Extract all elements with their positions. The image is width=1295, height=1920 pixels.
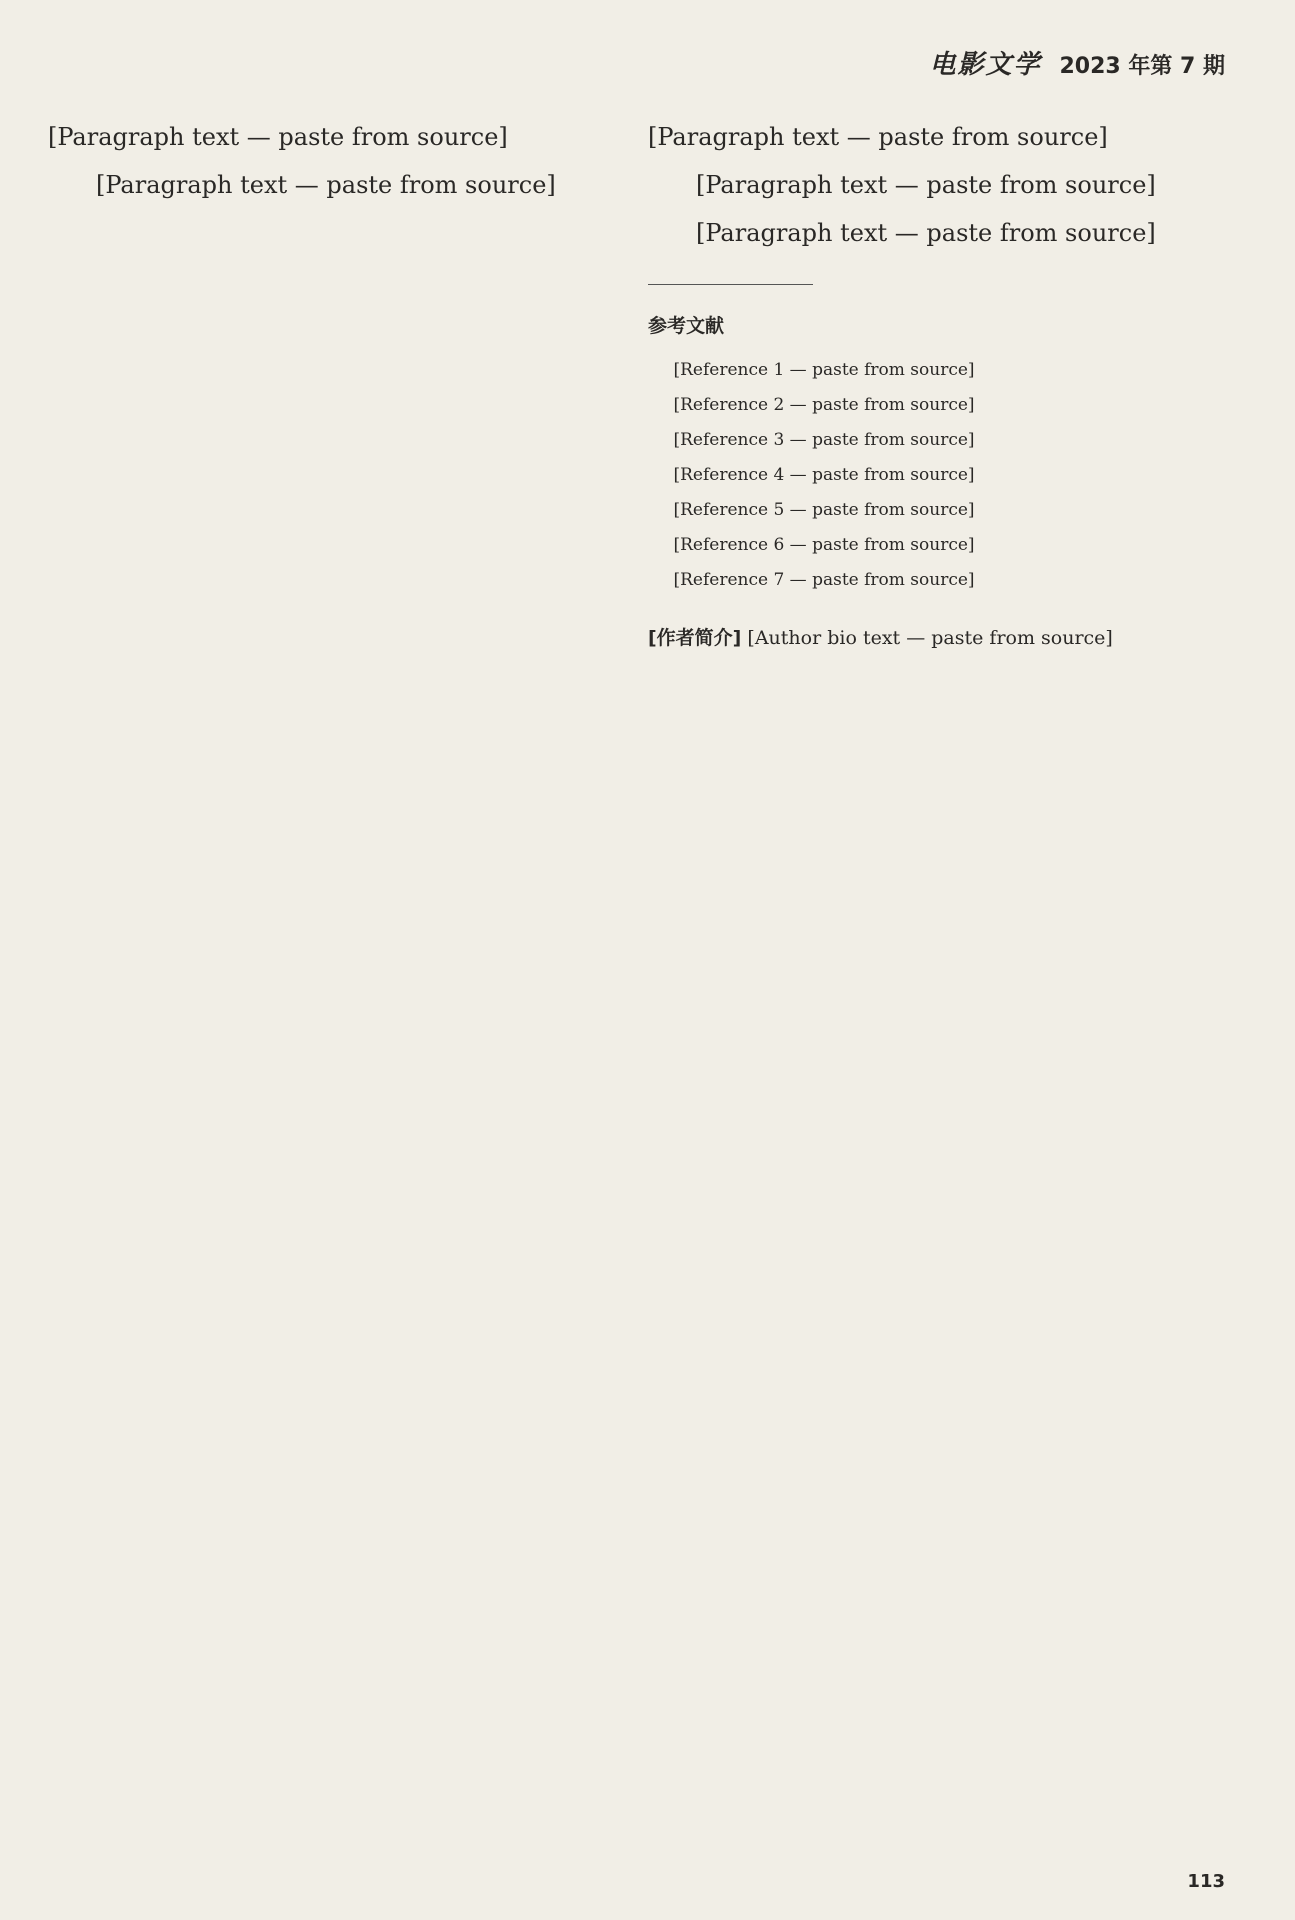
paragraph: [Paragraph text — paste from source] xyxy=(48,123,508,151)
author-bio-label: [作者简介] xyxy=(648,627,742,649)
reference-item: [Reference 5 — paste from source] xyxy=(673,500,975,520)
paragraph: [Paragraph text — paste from source] xyxy=(696,219,1156,247)
reference-divider xyxy=(648,284,813,285)
reference-item: [Reference 3 — paste from source] xyxy=(673,430,975,450)
reference-item: [Reference 7 — paste from source] xyxy=(673,570,975,590)
author-bio xyxy=(648,621,1200,655)
reference-list xyxy=(648,355,1200,595)
reference-item: [Reference 2 — paste from source] xyxy=(673,395,975,415)
running-header xyxy=(929,44,1225,81)
author-bio-text: [Author bio text — paste from source] xyxy=(747,627,1113,649)
issue-label: 2023 年第 7 期 xyxy=(1059,54,1225,79)
references-title: 参考文献 xyxy=(648,315,725,337)
page-number: 113 xyxy=(1187,1871,1225,1892)
paragraph: [Paragraph text — paste from source] xyxy=(648,123,1108,151)
journal-name: 电影文学 xyxy=(929,50,1042,80)
reference-item: [Reference 1 — paste from source] xyxy=(673,360,975,380)
paragraph: [Paragraph text — paste from source] xyxy=(696,171,1156,199)
paragraph: [Paragraph text — paste from source] xyxy=(96,171,556,199)
left-column xyxy=(48,118,608,214)
right-column xyxy=(648,118,1200,655)
reference-item: [Reference 6 — paste from source] xyxy=(673,535,975,555)
reference-item: [Reference 4 — paste from source] xyxy=(673,465,975,485)
